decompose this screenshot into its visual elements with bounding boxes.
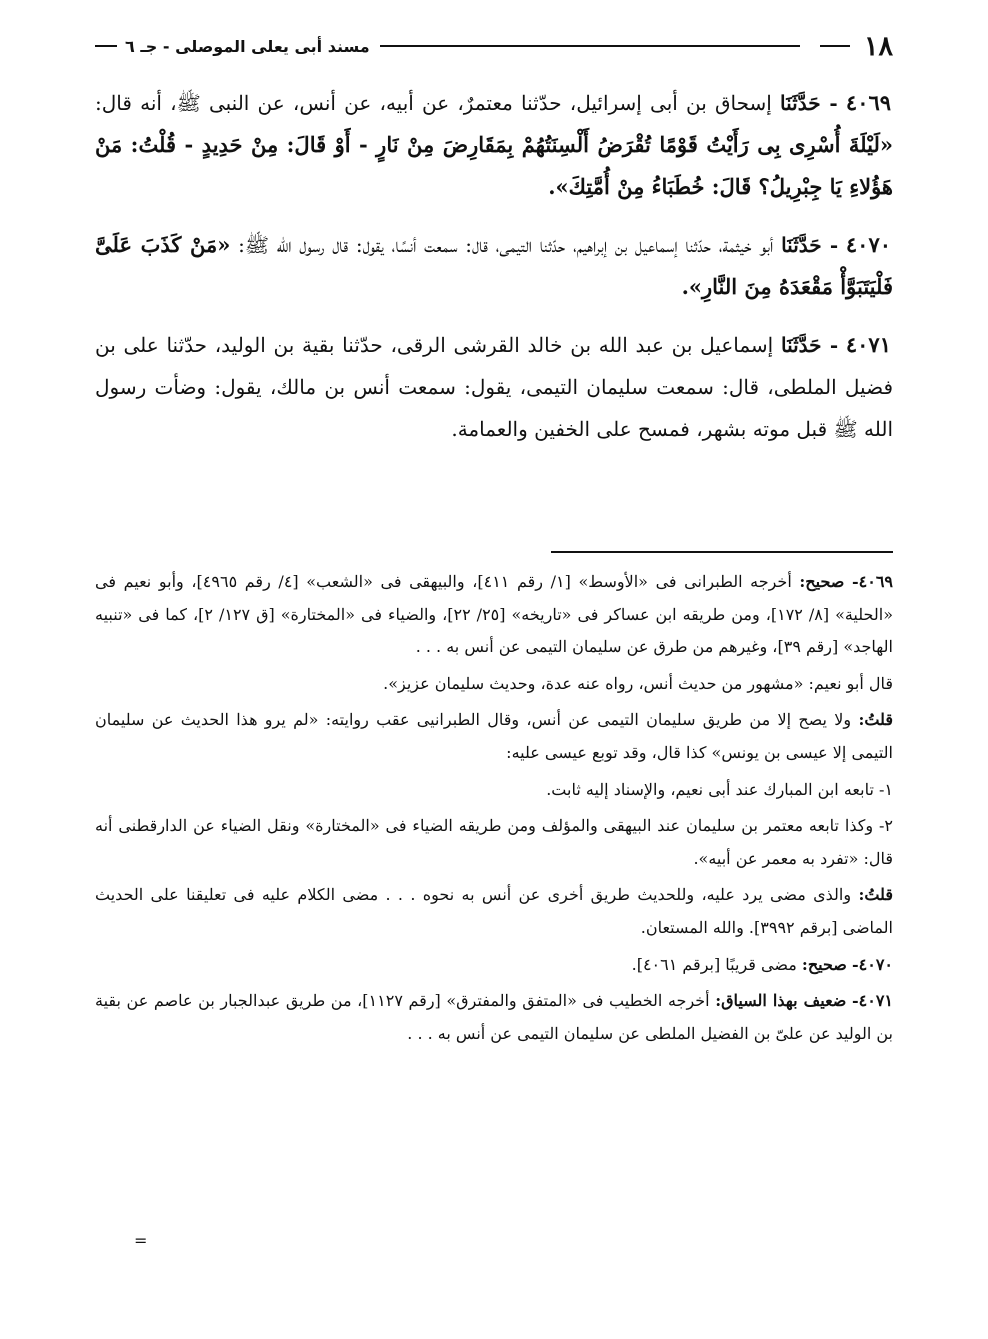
- footnote-4070: [95, 949, 893, 982]
- hadith-number: ٤٠٧٠: [845, 232, 892, 257]
- continuation-mark: =: [134, 1231, 148, 1250]
- footnote-text: مضى قريبًا [برقم ٤٠٦١].: [631, 954, 797, 974]
- footnote-grade: صحيح:: [801, 954, 847, 974]
- header-dash-end: [95, 45, 117, 47]
- qult-label: قلتُ:: [858, 885, 893, 905]
- matn: «لَيْلَةَ أُسْرِى بِى رَأَيْتُ قَوْمًا تُقْرَضُ أَلْسِنَتُهُمْ بِمَقَارِضَ مِنْ نَارٍ - أَوْ قَالَ: مِنْ حَدِيدٍ - قُلْتُ: مَنْ هَؤُلاءِ يَا جِبْرِيلُ؟ قَالَ: خُطَبَاءُ مِنْ أُمَّتِكَ».: [95, 132, 893, 199]
- isnad: أبو خيثمة، حدّثنا إسماعيل بن إبراهيم، حدّثنا التيمى، قال: سمعت أنسًا، يقول: قال رسول الله ﷺ:: [238, 233, 774, 257]
- isnad: إسماعيل بن عبد الله بن خالد القرشى الرقى، حدّثنا بقية بن الوليد، حدّثنا على بن فضيل الملطى، قال: سمعت سليمان التيمى، يقول: سمعت أنس بن مالك، يقول: وضأت رسول الله ﷺ قبل موته بشهر، فمسح على الخفين والعمامة.: [95, 333, 893, 441]
- qult-text: ولا يصح إلا من طريق سليمان التيمى عن أنس، وقال الطبرانيى عقب روايته: «لم يرو هذا الحديث عن سليمان التيمى إلا عيسى بن يونس» كذا قال، وقد توبع عيسى عليه:: [95, 710, 893, 762]
- footnote-grade: ضعيف بهذا السياق:: [715, 991, 847, 1011]
- footnote-number: ٤٠٧٠-: [851, 954, 893, 974]
- footnote-text: أخرجه الخطيب فى «المتفق والمفترق» [رقم ١١٢٧]، من طريق عبدالجبار بن عاصم عن بقية بن الوليد عن علىّ بن الفضيل الملطى عن سليمان التيمى عن أنس به . . .: [95, 991, 893, 1043]
- footnote-text: أخرجه الطبرانى فى «الأوسط» [١/ رقم ٤١١]، والبيهقى فى «الشعب» [٤/ رقم ٤٩٦٥]، وأبو نعيم فى «الحلية» [٨/ ١٧٢]، ومن طريقه ابن عساكر فى «تاريخه» [٢٥/ ٢٢]، والضياء فى «المختارة» [ق ١٢٧/ ٢]، كما فى «تنبيه الهاجد» [رقم ٣٩]، وغيرهم من طرق عن سليمان التيمى عن أنس به . . .: [95, 572, 893, 657]
- footnotes: [95, 566, 893, 1054]
- haddathana: حَدَّثَنَا: [780, 333, 822, 357]
- hadith-4069: ٤٠٦٩ - حَدَّثَنَا إسحاق بن أبى إسرائيل، حدّثنا معتمرٌ، عن أبيه، عن أنس، عن النبى ﷺ، أنه قال: «لَيْلَةَ أُسْرِى بِى رَأَيْتُ قَوْمًا تُقْرَضُ أَلْسِنَتُهُمْ بِمَقَارِضَ مِنْ نَارٍ - أَوْ قَالَ: مِنْ حَدِيدٍ - قُلْتُ: مَنْ هَؤُلاءِ يَا جِبْرِيلُ؟ قَالَ: خُطَبَاءُ مِنْ أُمَّتِكَ».: [95, 90, 893, 199]
- footnote-4071: [95, 985, 893, 1050]
- qult-label: قلتُ:: [858, 710, 893, 730]
- haddathana: حَدَّثَنَا: [781, 233, 822, 257]
- matn: «مَنْ كَذَبَ عَلَىَّ فَلْيَتَبَوَّأْ مَقْعَدَهُ مِنَ النَّارِ».: [95, 232, 893, 299]
- main-text: [95, 82, 893, 466]
- qult-note-1: [95, 704, 893, 769]
- header-dash: [820, 45, 850, 47]
- list-item: ١- تابعه ابن المبارك عند أبى نعيم، والإسناد إليه ثابت.: [546, 779, 893, 799]
- page-number: ١٨: [863, 30, 893, 62]
- running-title: مسند أبى يعلى الموصلى - جـ ٦: [125, 36, 370, 56]
- haddathana: حَدَّثَنَا: [780, 91, 821, 115]
- hadith-number: ٤٠٧١: [845, 332, 891, 357]
- header-rule: [380, 45, 800, 47]
- footnote-4069: [95, 566, 893, 664]
- qult-note-2: [95, 879, 893, 944]
- page-header: [95, 26, 893, 66]
- footnote-number: ٤٠٧١-: [851, 991, 893, 1011]
- hadith-number: ٤٠٦٩: [845, 90, 892, 115]
- abu-nuaym-quote: قال أبو نعيم: «مشهور من حديث أنس، رواه عنه عدة، وحديث سليمان عزيز».: [383, 673, 893, 693]
- footnote-grade: صحيح:: [799, 572, 845, 591]
- footnote-separator: [551, 551, 893, 553]
- footnote-number: ٤٠٦٩-: [852, 572, 894, 591]
- list-item: ٢- وكذا تابعه معتمر بن سليمان عند البيهقى والمؤلف ومن طريقه الضياء فى «المختارة» ونقل الضياء عن الدارقطنى أنه قال: «تفرد به معمر عن أبيه».: [95, 816, 893, 868]
- hadith-4070: ٤٠٧٠ - حَدَّثَنَا أبو خيثمة، حدّثنا إسماعيل بن إبراهيم، حدّثنا التيمى، قال: سمعت أنسًا، يقول: قال رسول الله ﷺ: «مَنْ كَذَبَ عَلَىَّ فَلْيَتَبَوَّأْ مَقْعَدَهُ مِنَ النَّارِ».: [95, 232, 893, 299]
- qult-text: والذى مضى يرد عليه، وللحديث طريق أخرى عن أنس به نحوه . . . مضى الكلام عليه فى تعليقنا على الحديث الماضى [برقم ٣٩٩٢]. والله المستعان.: [95, 885, 893, 937]
- isnad: إسحاق بن أبى إسرائيل، حدّثنا معتمرٌ، عن أبيه، عن أنس، عن النبى ﷺ، أنه قال:: [95, 91, 772, 115]
- hadith-4071: ٤٠٧١ - حَدَّثَنَا إسماعيل بن عبد الله بن خالد القرشى الرقى، حدّثنا بقية بن الوليد، حدّثنا على بن فضيل الملطى، قال: سمعت سليمان التيمى، يقول: سمعت أنس بن مالك، يقول: وضأت رسول الله ﷺ قبل موته بشهر، فمسح على الخفين والعمامة.: [95, 332, 893, 441]
